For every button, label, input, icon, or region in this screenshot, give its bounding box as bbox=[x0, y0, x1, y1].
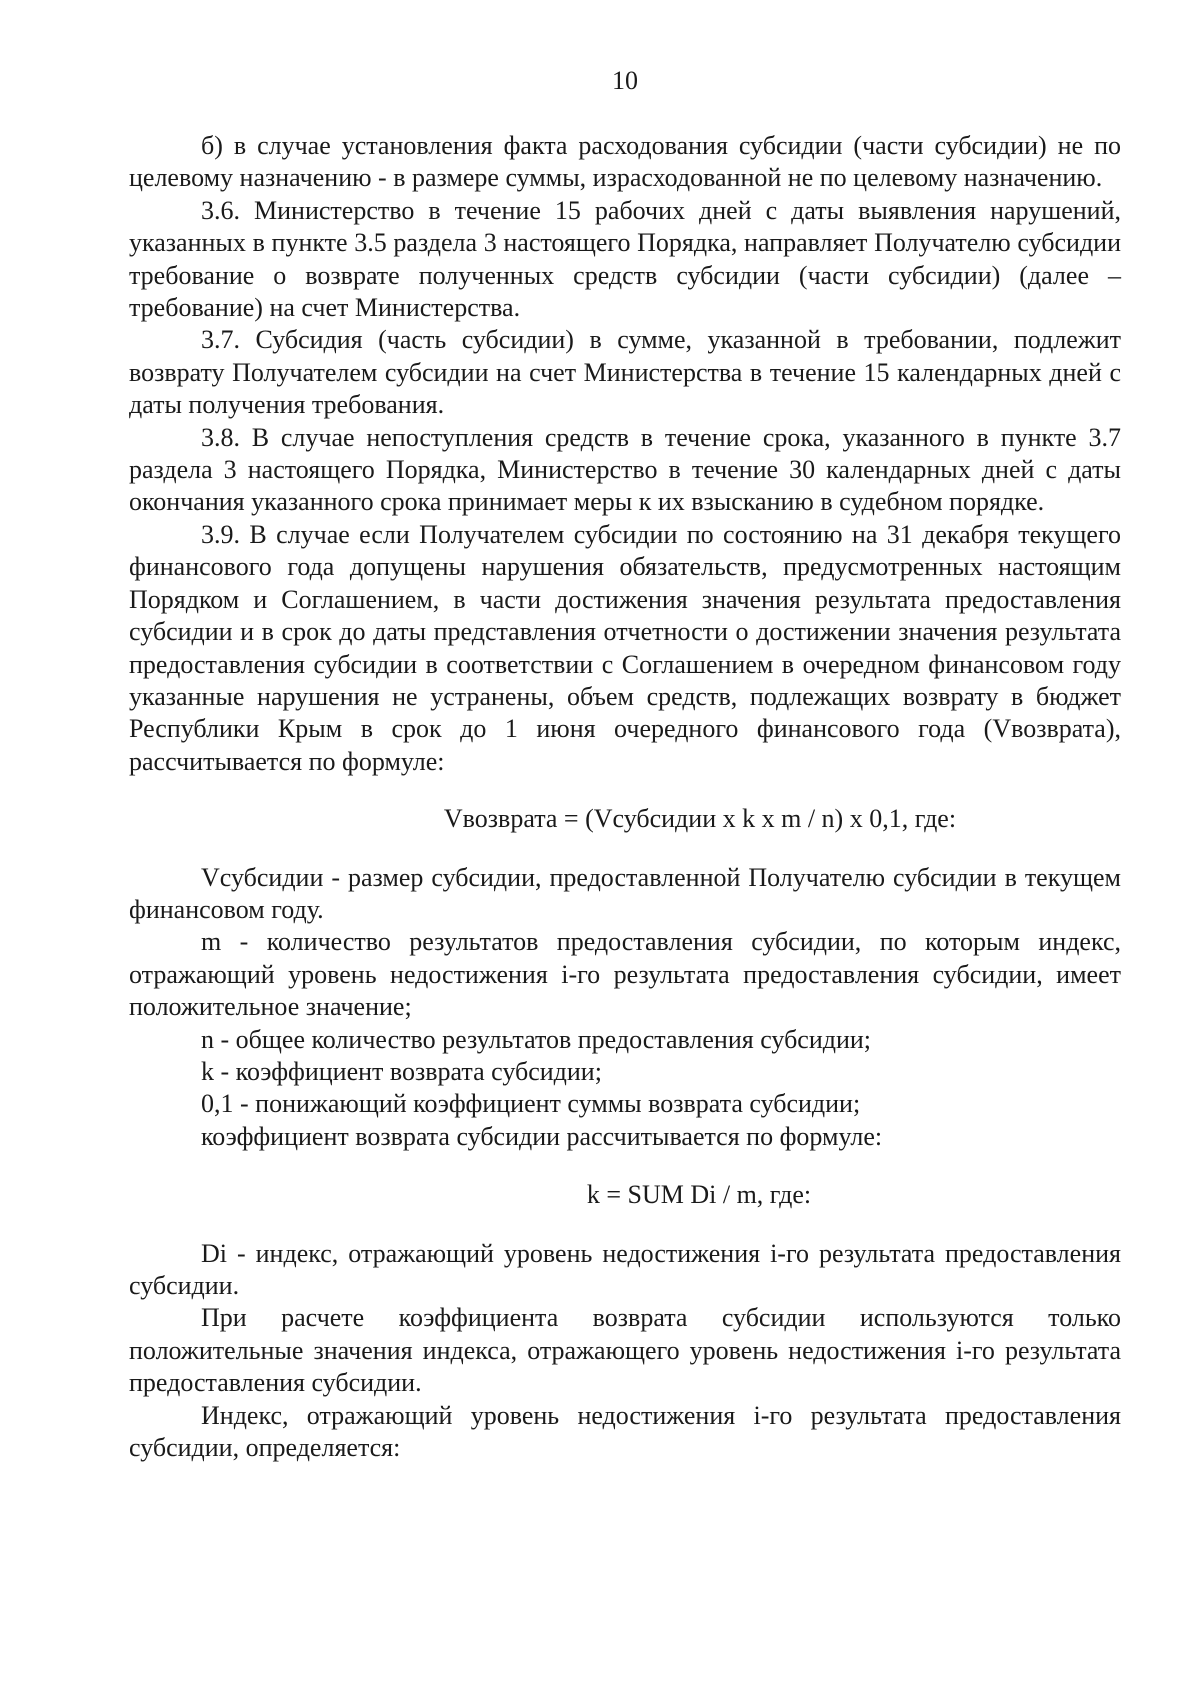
definition-v-subsidy: Vсубсидии - размер субсидии, предоставленной Получателю субсидии в текущем финансовом году. bbox=[129, 862, 1121, 924]
paragraph-index-definition: Индекс, отражающий уровень недостижения i-го результата предоставления субсидии, определяется: bbox=[129, 1400, 1121, 1463]
paragraph-3-5-b: б) в случае установления факта расходования субсидии (части субсидии) не по целевому назначению - в размере суммы, израсходованной не по целевому назначению. bbox=[129, 131, 1121, 193]
paragraph-3-8: 3.8. В случае непоступления средств в течение срока, указанного в пункте 3.7 раздела 3 настоящего Порядка, Министерство в течение 30 календарных дней с даты окончания указанного срока принимает меры к их взысканию в судебном порядке. bbox=[129, 422, 1121, 517]
definition-k: k - коэффициент возврата субсидии; bbox=[201, 1056, 602, 1086]
definition-di: Di - индекс, отражающий уровень недостижения i-го результата предоставления субсидии. bbox=[129, 1238, 1121, 1300]
formula-v-return: Vвозврата = (Vсубсидии x k x m / n) x 0,1, где: bbox=[443, 804, 957, 834]
document-body bbox=[129, 130, 1121, 1464]
paragraph-positive-values: При расчете коэффициента возврата субсидии используются только положительные значения индекса, отражающего уровень недостижения i-го результата предоставления субсидии. bbox=[129, 1303, 1121, 1398]
definition-reducing-coefficient: 0,1 - понижающий коэффициент суммы возврата субсидии; bbox=[201, 1089, 861, 1119]
formula-k: k = SUM Di / m, где: bbox=[586, 1180, 812, 1210]
page-number: 10 bbox=[612, 66, 638, 95]
coefficient-formula-intro: коэффициент возврата субсидии рассчитывается по формуле: bbox=[201, 1121, 883, 1151]
paragraph-3-7: 3.7. Субсидия (часть субсидии) в сумме, указанной в требовании, подлежит возврату Получателем субсидии на счет Министерства в течение 15 календарных дней с даты получения требования. bbox=[129, 325, 1121, 420]
definition-m: m - количество результатов предоставления субсидии, по которым индекс, отражающий уровень недостижения i-го результата предоставления субсидии, имеет положительное значение; bbox=[129, 927, 1121, 1022]
paragraph-3-6: 3.6. Министерство в течение 15 рабочих дней с даты выявления нарушений, указанных в пункте 3.5 раздела 3 настоящего Порядка, направляет Получателю субсидии требование о возврате полученных средств субсидии (части субсидии) (далее – требование) на счет Министерства. bbox=[129, 195, 1121, 323]
definition-n: n - общее количество результатов предоставления субсидии; bbox=[201, 1024, 872, 1054]
paragraph-3-9: 3.9. В случае если Получателем субсидии по состоянию на 31 декабря текущего финансового года допущены нарушения обязательств, предусмотренных настоящим Порядком и Соглашением, в части достижения значения результата предоставления субсидии и в срок до даты представления отчетности о достижении значения результата предоставления субсидии в соответствии с Соглашением в очередном финансовом году указанные нарушения не устранены, объем средств, подлежащих возврату в бюджет Республики Крым в срок до 1 июня очередного финансового года (Vвозврата), рассчитывается по формуле: bbox=[129, 519, 1121, 776]
